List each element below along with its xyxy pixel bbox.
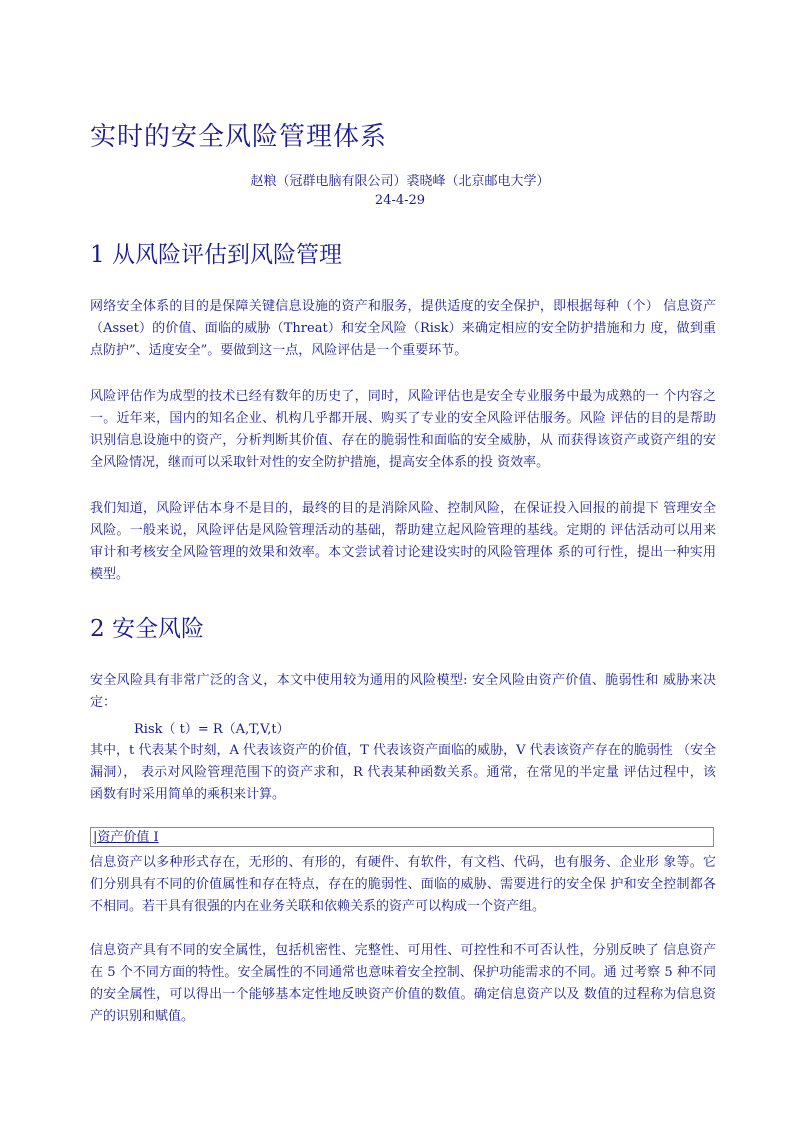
paragraph: 信息资产具有不同的安全属性，包括机密性、完整性、可用性、可控性和不可否认性，分别反映了 信息资产在 5 个不同方面的特性。安全属性的不同通常也意味着安全控制、保护功能需求的不同。通 过考察 5 种不同的安全属性，可以得出一个能够基本定性地反映资产价值的数值。确定信息资产以及 数值的过程称为信息资产的识别和赋值。 <box>90 943 716 1024</box>
document-title: 实时的安全风险管理体系 <box>90 122 388 152</box>
risk-formula: Risk（ t）= R（A,T,V,t） <box>134 722 290 737</box>
author-line: 赵粮（冠群电脑有限公司）裘晓峰（北京邮电大学） <box>250 174 550 189</box>
paragraph: 安全风险具有非常广泛的含义，本文中使用较为通用的风险模型: 安全风险由资产价值、脆弱性和 威胁来决定： <box>90 673 716 710</box>
paragraph: 其中，t 代表某个时刻，A 代表该资产的价值，T 代表该资产面临的威胁，V 代表该资产存在的脆弱性 （安全漏洞）， 表示对风险管理范围下的资产求和，R 代表某种函数关系。通常，在常见的半定量 评估过程中，该函数有时采用简单的乘积来计算。 <box>90 743 716 802</box>
boxed-subheading-label: |资产价值 I <box>93 830 159 845</box>
document-date: 24-4-29 <box>374 193 426 208</box>
paragraph: 信息资产以多种形式存在，无形的、有形的，有硬件、有软件，有文档、代码，也有服务、企业形 象等。它们分别具有不同的价值属性和存在特点，存在的脆弱性、面临的威胁、需要进行的安全保 护和安全控制都各不相同。若干具有很强的内在业务关联和依赖关系的资产可以构成一个资产组。 <box>90 855 716 914</box>
paragraph: 网络安全体系的目的是保障关键信息设施的资产和服务，提供适度的安全保护，即根据每种（个） 信息资产（Asset）的价值、面临的威胁（Threat）和安全风险（Risk）来确定相应的安全防护措施和力 度，做到重点防护”、适度安全”。要做到这一点，风险评估是一个重要环节。 <box>90 299 716 358</box>
boxed-subheading <box>90 827 714 847</box>
paragraph: 风险评估作为成型的技术已经有数年的历史了，同时，风险评估也是安全专业服务中最为成熟的一 个内容之一。近年来，国内的知名企业、机构几乎都开展、购买了专业的安全风险评估服务。风险 评估的目的是帮助识别信息设施中的资产，分析判断其价值、存在的脆弱性和面临的安全威胁，从 而获得该资产或资产组的安全风险情况，继而可以采取针对性的安全防护措施，提高安全体系的投 资效率。 <box>90 389 716 470</box>
paragraph: 我们知道，风险评估本身不是目的，最终的目的是消除风险、控制风险，在保证投入回报的前提下 管理安全风险。一般来说，风险评估是风险管理活动的基础，帮助建立起风险管理的基线。定期的 评估活动可以用来审计和考核安全风险管理的效果和效率。本文尝试着讨论建设实时的风险管理体 系的可行性，提出一种实用模型。 <box>90 501 716 582</box>
section-heading-2: 2 安全风险 <box>90 616 204 642</box>
section-heading-1: 1 从风险评估到风险管理 <box>90 242 342 268</box>
